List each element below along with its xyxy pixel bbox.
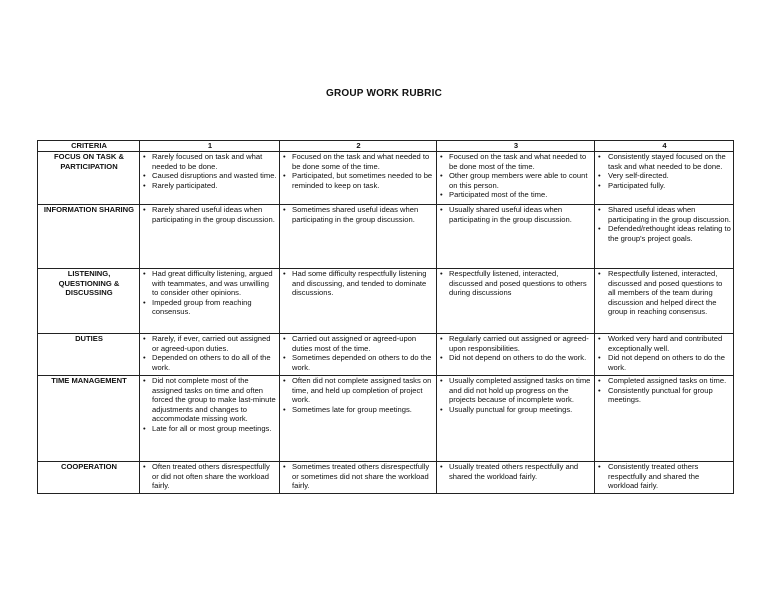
score-3-cell <box>437 152 595 205</box>
descriptor-list <box>440 334 592 363</box>
score-3-cell <box>437 269 595 334</box>
descriptor-item: • Respectfully listened, interacted, discussed and posed questions to all members of the team during discussion and helped direct the group in reaching consensus. <box>598 269 731 317</box>
descriptor-item: • Sometimes late for group meetings. <box>283 405 434 415</box>
descriptor-item: • Sometimes treated others disrespectfully or sometimes did not share the workload fairly. <box>283 462 434 491</box>
descriptor-item: • Defended/rethought ideas relating to the group's project goals. <box>598 224 731 243</box>
criteria-label: COOPERATION <box>38 462 140 494</box>
score-1-cell <box>140 269 280 334</box>
descriptor-item: • Participated, but sometimes needed to be reminded to keep on task. <box>283 171 434 190</box>
descriptor-item: • Shared useful ideas when participating in the group discussion. <box>598 205 731 224</box>
rubric-table <box>37 140 734 494</box>
descriptor-item: • Usually treated others respectfully and shared the workload fairly. <box>440 462 592 481</box>
descriptor-list <box>598 462 731 491</box>
rubric-body <box>38 152 734 494</box>
score-2-cell <box>280 376 437 462</box>
descriptor-item: • Late for all or most group meetings. <box>143 424 277 434</box>
header-row <box>38 141 734 152</box>
table-row <box>38 376 734 462</box>
descriptor-list <box>598 376 731 405</box>
descriptor-list <box>283 152 434 190</box>
descriptor-item: • Participated most of the time. <box>440 190 592 200</box>
descriptor-item: • Often did not complete assigned tasks on time, and held up completion of project work. <box>283 376 434 405</box>
descriptor-item: • Regularly carried out assigned or agreed-upon responsibilities. <box>440 334 592 353</box>
score-4-cell <box>595 334 734 376</box>
descriptor-list <box>143 376 277 434</box>
criteria-label: DUTIES <box>38 334 140 376</box>
descriptor-list <box>440 205 592 224</box>
score-4-cell <box>595 205 734 269</box>
descriptor-list <box>283 205 434 224</box>
score-1-cell <box>140 334 280 376</box>
header-score-1: 1 <box>140 141 280 152</box>
descriptor-item: • Very self-directed. <box>598 171 731 181</box>
score-2-cell <box>280 269 437 334</box>
criteria-label: FOCUS ON TASK & PARTICIPATION <box>38 152 140 205</box>
descriptor-list <box>440 376 592 414</box>
descriptor-item: • Had some difficulty respectfully listening and discussing, and tended to dominate discussions. <box>283 269 434 298</box>
score-3-cell <box>437 334 595 376</box>
descriptor-list <box>440 462 592 481</box>
score-2-cell <box>280 152 437 205</box>
descriptor-item: • Had great difficulty listening, argued with teammates, and was unwilling to consider other opinions. <box>143 269 277 298</box>
score-3-cell <box>437 205 595 269</box>
descriptor-item: • Completed assigned tasks on time. <box>598 376 731 386</box>
table-row <box>38 205 734 269</box>
header-score-3: 3 <box>437 141 595 152</box>
descriptor-list <box>598 205 731 243</box>
descriptor-item: • Depended on others to do all of the work. <box>143 353 277 372</box>
descriptor-item: • Sometimes depended on others to do the work. <box>283 353 434 372</box>
descriptor-item: • Usually shared useful ideas when participating in the group discussion. <box>440 205 592 224</box>
descriptor-list <box>283 334 434 372</box>
descriptor-list <box>598 152 731 190</box>
descriptor-item: • Carried out assigned or agreed-upon duties most of the time. <box>283 334 434 353</box>
descriptor-item: • Rarely shared useful ideas when participating in the group discussion. <box>143 205 277 224</box>
descriptor-list <box>598 269 731 317</box>
descriptor-item: • Caused disruptions and wasted time. <box>143 171 277 181</box>
descriptor-item: • Worked very hard and contributed exceptionally well. <box>598 334 731 353</box>
descriptor-list <box>143 152 277 190</box>
descriptor-item: • Other group members were able to count on this person. <box>440 171 592 190</box>
score-1-cell <box>140 152 280 205</box>
descriptor-item: • Participated fully. <box>598 181 731 191</box>
table-row <box>38 334 734 376</box>
page-title: GROUP WORK RUBRIC <box>326 88 442 99</box>
descriptor-item: • Consistently treated others respectfully and shared the workload fairly. <box>598 462 731 491</box>
descriptor-list <box>440 152 592 200</box>
score-2-cell <box>280 462 437 494</box>
descriptor-item: • Respectfully listened, interacted, discussed and posed questions to others during discussions <box>440 269 592 298</box>
score-1-cell <box>140 376 280 462</box>
descriptor-item: • Rarely focused on task and what needed to be done. <box>143 152 277 171</box>
score-4-cell <box>595 376 734 462</box>
descriptor-item: • Rarely, if ever, carried out assigned or agreed-upon duties. <box>143 334 277 353</box>
descriptor-list <box>143 205 277 224</box>
score-4-cell <box>595 152 734 205</box>
score-2-cell <box>280 205 437 269</box>
descriptor-list <box>598 334 731 372</box>
score-4-cell <box>595 462 734 494</box>
criteria-label: TIME MANAGEMENT <box>38 376 140 462</box>
score-3-cell <box>437 376 595 462</box>
descriptor-item: • Usually completed assigned tasks on time and did not hold up progress on the projects because of incomplete work. <box>440 376 592 405</box>
descriptor-list <box>143 269 277 317</box>
table-row <box>38 152 734 205</box>
descriptor-item: • Impeded group from reaching consensus. <box>143 298 277 317</box>
descriptor-item: • Did not depend on others to do the work. <box>440 353 592 363</box>
descriptor-list <box>143 462 277 491</box>
descriptor-item: • Did not complete most of the assigned tasks on time and often forced the group to make last-minute adjustments and changes to accommodate missing work. <box>143 376 277 424</box>
descriptor-item: • Sometimes shared useful ideas when participating in the group discussion. <box>283 205 434 224</box>
criteria-label: INFORMATION SHARING <box>38 205 140 269</box>
score-4-cell <box>595 269 734 334</box>
descriptor-list <box>143 334 277 372</box>
descriptor-list <box>440 269 592 298</box>
descriptor-item: • Consistently stayed focused on the task and what needed to be done. <box>598 152 731 171</box>
score-2-cell <box>280 334 437 376</box>
descriptor-list <box>283 376 434 414</box>
score-1-cell <box>140 205 280 269</box>
descriptor-item: • Rarely participated. <box>143 181 277 191</box>
descriptor-list <box>283 269 434 298</box>
descriptor-list <box>283 462 434 491</box>
score-3-cell <box>437 462 595 494</box>
header-score-2: 2 <box>280 141 437 152</box>
header-score-4: 4 <box>595 141 734 152</box>
descriptor-item: • Focused on the task and what needed to be done some of the time. <box>283 152 434 171</box>
descriptor-item: • Consistently punctual for group meetings. <box>598 386 731 405</box>
score-1-cell <box>140 462 280 494</box>
descriptor-item: • Did not depend on others to do the work. <box>598 353 731 372</box>
descriptor-item: • Focused on the task and what needed to be done most of the time. <box>440 152 592 171</box>
criteria-label: LISTENING, QUESTIONING & DISCUSSING <box>38 269 140 334</box>
header-criteria: CRITERIA <box>38 141 140 152</box>
table-row <box>38 269 734 334</box>
descriptor-item: • Usually punctual for group meetings. <box>440 405 592 415</box>
descriptor-item: • Often treated others disrespectfully or did not often share the workload fairly. <box>143 462 277 491</box>
table-row <box>38 462 734 494</box>
